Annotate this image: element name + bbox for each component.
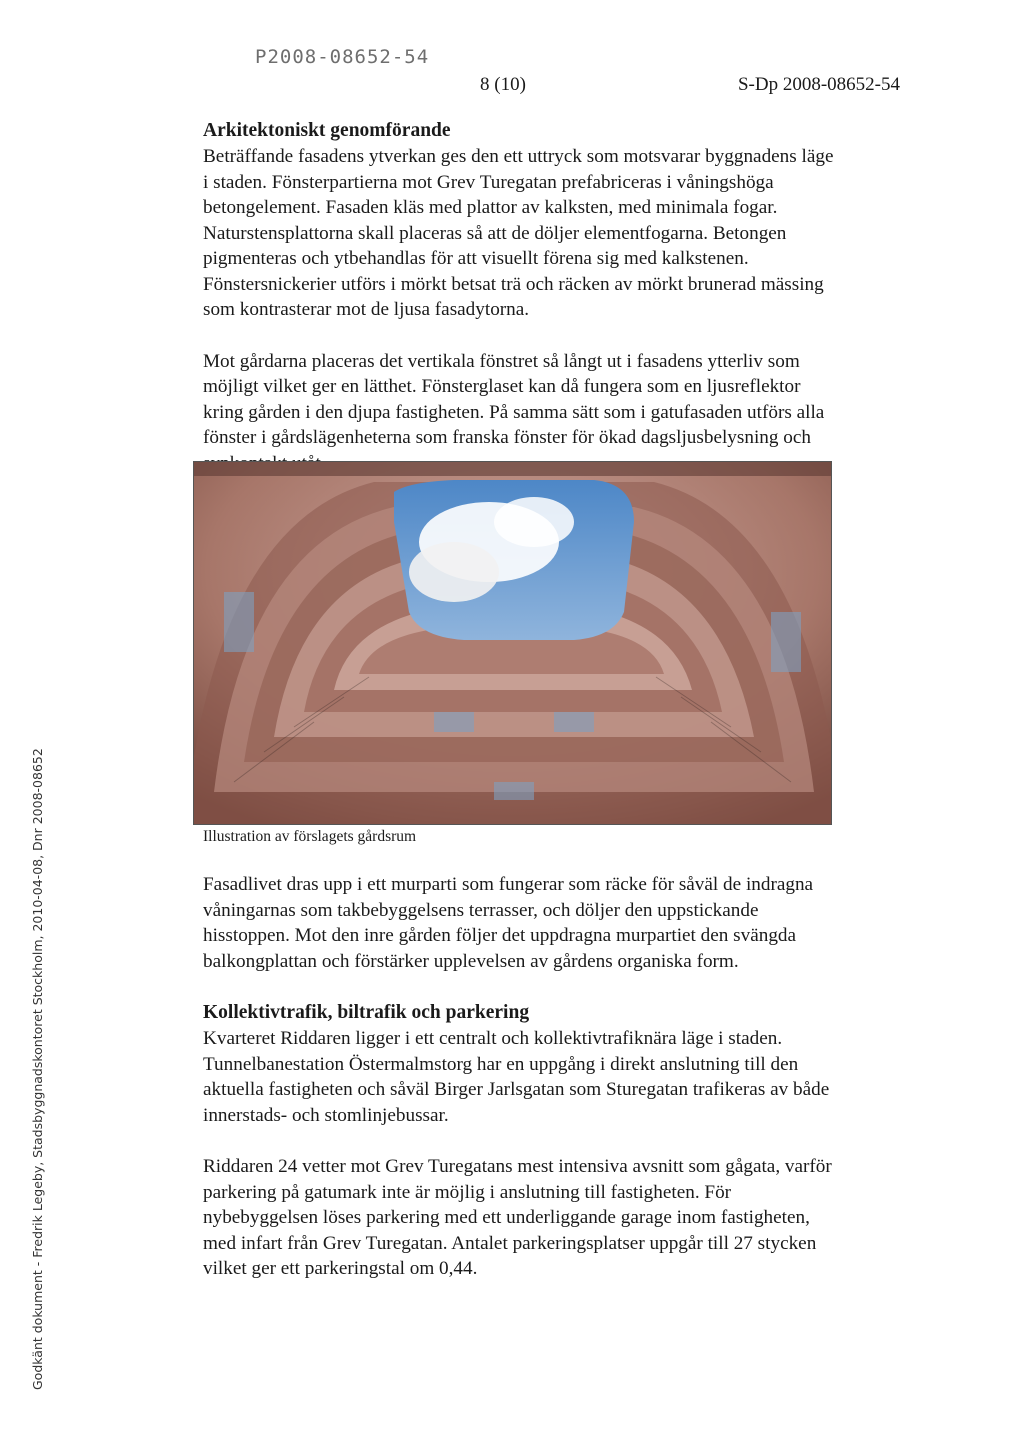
approval-sidebar: Godkänt dokument - Fredrik Legeby, Stadsbyggnadskontoret Stockholm, 2010-04-08, Dnr 2008-08652 bbox=[30, 748, 45, 1390]
registration-stamp: P2008-08652-54 bbox=[255, 46, 430, 68]
heading-architecture: Arkitektoniskt genomförande bbox=[203, 120, 451, 141]
courtyard-illustration bbox=[193, 461, 832, 825]
paragraph-courtyard-windows: Mot gårdarna placeras det vertikala fönstret så långt ut i fasadens ytterliv som möjligt vilket ger en lätthet. Fönsterglaset kan då fungera som en ljusreflektor kring gården i den djupa fastigheten. På samma sätt som i gatufasaden utförs alla fönster i gårdslägenheterna som franska fönster för ökad dagsljusbelysning och bbox=[203, 350, 825, 448]
heading-traffic: Kollektivtrafik, biltrafik och parkering bbox=[203, 1002, 530, 1023]
paragraph-facade: Beträffande fasadens ytverkan ges den ett uttryck som motsvarar byggnadens läge i staden. Fönsterpartierna mot Grev Turegatan prefabriceras i våningshöga betongelement. Fasaden kläs med plattor av kalksten, med minimala fogar. Naturstensplattorna skall placeras så att de döljer elementfogarna. Betongen pigmenteras och ytbehandlas för att visuellt förena sig med kalkstenen. Fönstersnickerier utförs i mörkt betsat trä och räcken av mörkt brunerad mässing som kontrasterar mot de ljusa fasadytorna. bbox=[203, 146, 834, 320]
section-architecture bbox=[203, 118, 843, 476]
paragraph-parking: Riddaren 24 vetter mot Grev Turegatans mest intensiva avsnitt som gågata, varför parkering på gatumark inte är möjlig i anslutning till fastigheten. För nybebyggelsen löses parkering med ett underliggande garage inom fastigheten, med infart från Grev Turegatan. Antalet parkeringsplatser uppgår till 27 stycken vilket ger ett parkeringstal om 0,44. bbox=[203, 1156, 832, 1279]
document-reference: S-Dp 2008-08652-54 bbox=[737, 74, 900, 95]
paragraph-facade-wall: Fasadlivet dras upp i ett murparti som fungerar som räcke för såväl de indragna våningarnas som takbebyggelsens terrasser, och döljer den uppstickande hisstoppen. Mot den inre gården följer det uppdragna murpartiet den svängda balkongplattan och förstärker upplevelsen av gårdens organiska form. bbox=[203, 874, 814, 972]
page-number: 8 (10) bbox=[480, 74, 526, 95]
section-traffic bbox=[203, 872, 843, 1282]
figure-caption: Illustration av förslagets gårdsrum bbox=[203, 828, 417, 845]
paragraph-public-transport: Kvarteret Riddaren ligger i ett centralt och kollektivtrafiknära läge i staden. Tunnelbanestation Östermalmstorg har en uppgång i direkt anslutning till den aktuella fastigheten och såväl Birger Jarlsgatan som Sturegatan trafikeras av både innerstads- och stomlinjebussar. bbox=[203, 1028, 830, 1126]
